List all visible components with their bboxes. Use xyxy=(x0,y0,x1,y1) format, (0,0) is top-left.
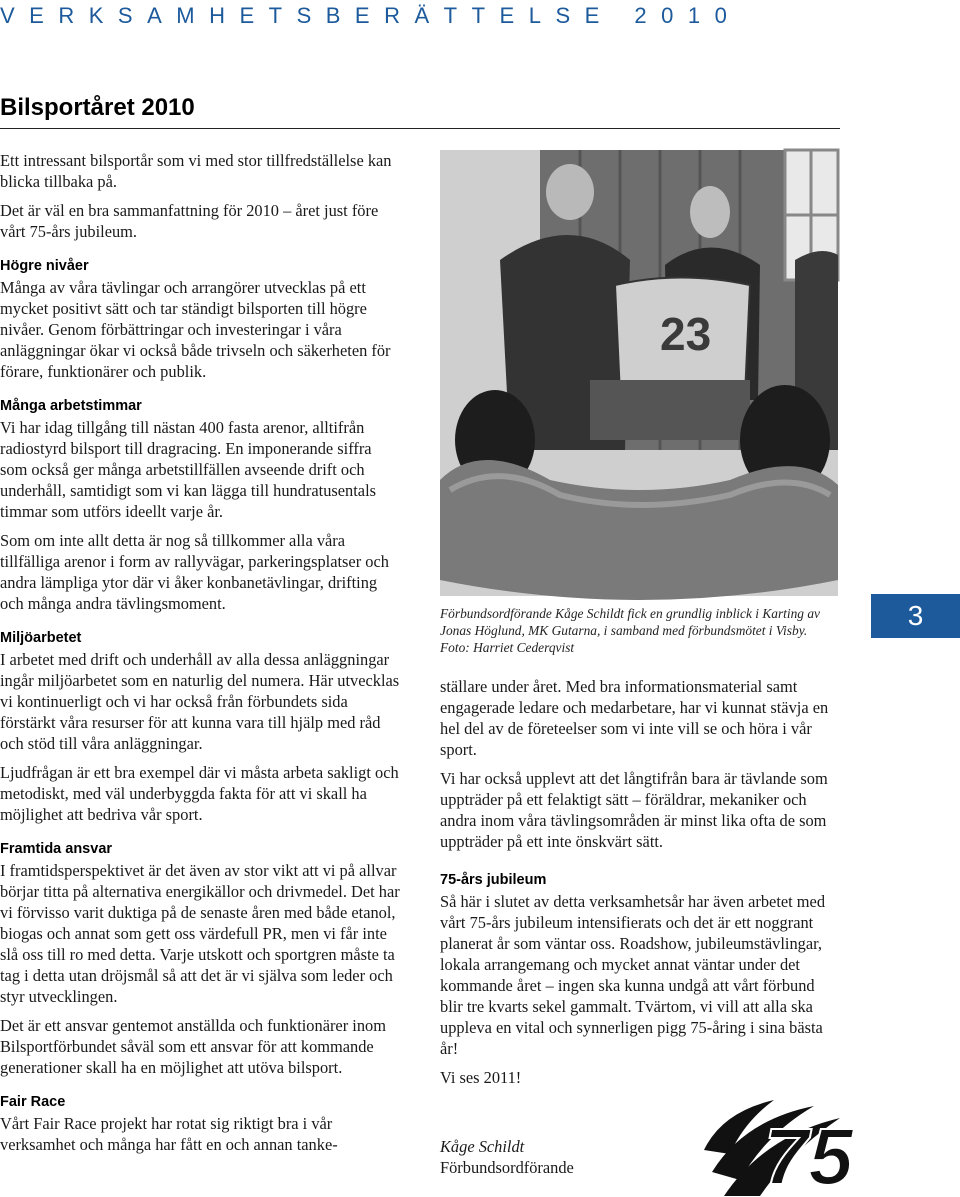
heading-framtida-ansvar: Framtida ansvar xyxy=(0,841,113,857)
karting-photo xyxy=(440,150,838,596)
intro-paragraph-1: Ett intressant bilsportår som vi med stor tillfredställelse kan blicka tillbaka på. xyxy=(0,151,392,191)
paragraph-arbetstimmar-2: Som om inte allt detta är nog så tillkommer alla våra tillfälliga arenor i form av rallyvägar, parkeringsplatser och andra lämpliga ytor där vi åker konbanetävlingar, drifting och många andra tävlingsmoment. xyxy=(0,531,389,613)
paragraph-arbetstimmar-1: Vi har idag tillgång till nästan 400 fasta arenor, alltifrån radiostyrd bilsport till dragracing. En imponerande siffra som också ger många arbetstillfällen avseende drift och underhåll, samtidigt som vi kan lägga till hundratusentals timmar som utförs ideellt varje år. xyxy=(0,418,377,521)
paragraph-framtida-2: Det är ett ansvar gentemot anställda och funktionärer inom Bilsportförbundet såväl som ett ansvar för att kommande generationer skall ha en möjlighet att utöva bilsport. xyxy=(0,1016,386,1077)
paragraph-miljo-1: I arbetet med drift och underhåll av alla dessa anläggningar ingår miljöarbetet som en naturlig del numera. Här utvecklas vi kontinuerligt och vi har också från förbundets sida förstärkt våra resurser för att kunna vara till hjälp med råd och stöd till våra anläggningar. xyxy=(0,650,400,753)
karting-photo-illustration xyxy=(440,150,838,596)
left-column xyxy=(0,150,400,1163)
heading-fair-race: Fair Race xyxy=(0,1094,66,1110)
signature-title: Förbundsordförande xyxy=(440,1158,574,1177)
paragraph-right-2: Vi har också upplevt att det långtifrån bara är tävlande som uppträder på ett felaktigt sätt – föräldrar, mekaniker och andra inom våra tävlingsområden är minst lika ofta de som uppträder på ett inte önskvärt sätt. xyxy=(440,769,828,851)
paragraph-right-1: ställare under året. Med bra informationsmaterial samt engagerade ledare och medarbetare, har vi kunnat stävja en hel del av de företeelser som vi inte vill se och höra i vår sport. xyxy=(440,677,829,759)
title-divider xyxy=(0,128,840,129)
running-header: VERKSAMHETSBERÄTTELSE 2010 xyxy=(0,3,742,28)
heading-hogre-nivaer: Högre nivåer xyxy=(0,258,89,274)
logo-text: 75 xyxy=(764,1112,853,1197)
intro-paragraph-2: Det är väl en bra sammanfattning för 2010 – året just före vårt 75-års jubileum. xyxy=(0,201,379,241)
paragraph-hogre-nivaer: Många av våra tävlingar och arrangörer utvecklas på ett mycket positivt sätt och tar ständigt bilsporten till högre nivåer. Genom förbättringar och investeringar i våra anläggningar ökar vi också både trivseln och säkerheten för förare, funktionärer och publik. xyxy=(0,278,391,381)
heading-manga-arbetstimmar: Många arbetstimmar xyxy=(0,398,142,414)
paragraph-framtida-1: I framtidsperspektivet är det även av stor vikt att vi på allvar börjar titta på alternativa energikällor och drivmedel. Det har vi förvisso varit duktiga på de senaste åren med både etanol, biogas och annat som gett oss värdefull PR, men vi får inte slå oss till ro med detta. Varje utskott och sportgren måste ta tag i detta utan dröjsmål så att det är vi själva som leder och styr utvecklingen. xyxy=(0,861,400,1006)
page-title: Bilsportåret 2010 xyxy=(0,94,195,121)
photo-caption: Förbundsordförande Kåge Schildt fick en grundlig inblick i Karting av Jonas Höglund, MK Gutarna, i samband med förbundsmötet i Visby. Foto: Harriet Cederqvist xyxy=(440,606,820,655)
heading-miljoarbetet: Miljöarbetet xyxy=(0,630,82,646)
heading-75-ars-jubileum: 75-års jubileum xyxy=(440,872,547,888)
kart-number: 23 xyxy=(660,308,712,360)
closing-line: Vi ses 2011! xyxy=(440,1068,522,1087)
paragraph-miljo-2: Ljudfrågan är ett bra exempel där vi måsta arbeta sakligt och metodiskt, med väl underbyggda fakta för att vi skall ha möjlighet att bedriva vår sport. xyxy=(0,763,399,824)
paragraph-fair-race: Vårt Fair Race projekt har rotat sig riktigt bra i vår verksamhet och många har fått en och annan tanke- xyxy=(0,1114,338,1154)
75-years-logo xyxy=(704,1092,853,1197)
page-number-tab: 3 xyxy=(871,594,960,638)
paragraph-jubileum: Så här i slutet av detta verksamhetsår har även arbetet med vårt 75-års jubileum intensifierats och det är ett noggrant planerat år som väntar oss. Roadshow, jubileumstävlingar, lokala arrangemang och mycket annat väntar under det kommande året – ingen ska kunna undgå att vårt förbund blir tre kvarts sekel gammalt. Tvärtom, vi vill att alla ska uppleva en vital och synnerligen pigg 75-åring i sina bästa år! xyxy=(440,892,826,1058)
signature-name: Kåge Schildt xyxy=(440,1137,525,1156)
